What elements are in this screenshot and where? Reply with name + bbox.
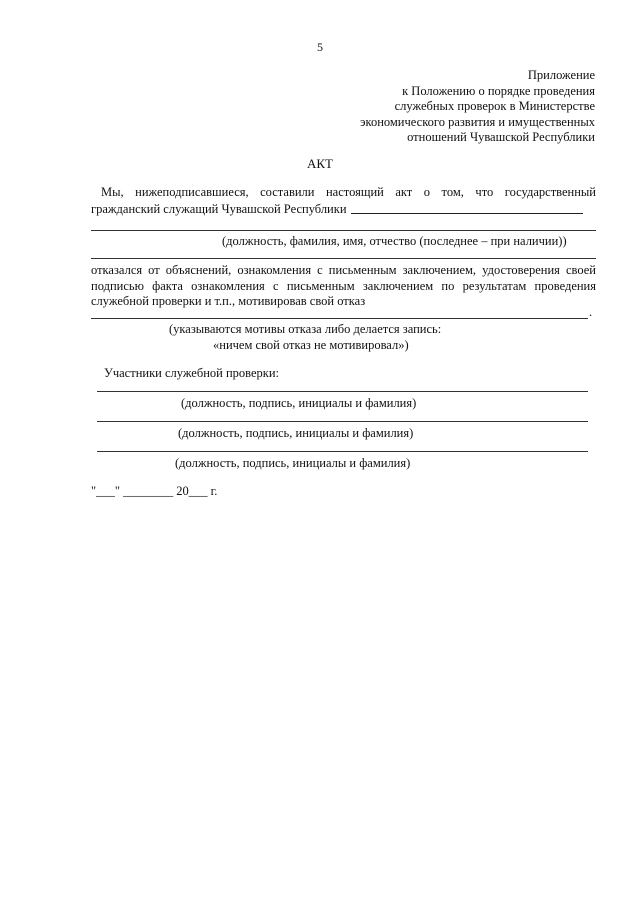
signature-caption: (должность, подпись, инициалы и фамилия) bbox=[175, 456, 411, 470]
intro-line-2-text: гражданский служащий Чувашской Республики bbox=[91, 201, 347, 216]
appendix-line: служебных проверок в Министерстве bbox=[394, 99, 595, 113]
motive-caption-line-2: «ничем свой отказ не мотивировал») bbox=[213, 338, 409, 352]
intro-line-1: Мы, нижеподписавшиеся, составили настоящий акт о том, что государственный bbox=[101, 185, 596, 199]
participants-label: Участники служебной проверки: bbox=[104, 366, 280, 380]
signature-caption: (должность, подпись, инициалы и фамилия) bbox=[181, 396, 417, 410]
refusal-line-1: отказался от объяснений, ознакомления с письменным заключением, удостоверения своей bbox=[91, 263, 596, 277]
refusal-paragraph bbox=[91, 263, 596, 310]
document-title: АКТ bbox=[307, 156, 333, 171]
official-caption: (должность, фамилия, имя, отчество (последнее – при наличии)) bbox=[222, 234, 567, 248]
appendix-line: к Положению о порядке проведения bbox=[402, 83, 595, 98]
line-end-mark: . bbox=[589, 305, 593, 319]
refusal-line-3: служебной проверки и т.п., мотивировав свой отказ bbox=[91, 294, 366, 308]
appendix-line: отношений Чувашской Республики bbox=[407, 130, 595, 144]
page-number: 5 bbox=[317, 40, 323, 54]
appendix-line: экономического развития и имущественных bbox=[360, 114, 595, 129]
date-line: "___" ________ 20___ г. bbox=[91, 484, 218, 498]
blank-line bbox=[91, 258, 596, 259]
signature-line bbox=[97, 391, 588, 392]
appendix-header bbox=[295, 68, 595, 146]
signature-line bbox=[97, 451, 588, 452]
signature-line bbox=[97, 421, 588, 422]
intro-line-2 bbox=[91, 201, 596, 218]
motive-caption-line-1: (указываются мотивы отказа либо делается запись: bbox=[169, 322, 442, 336]
intro-paragraph bbox=[91, 185, 596, 217]
blank-line bbox=[91, 318, 588, 319]
appendix-line: Приложение bbox=[527, 68, 595, 82]
refusal-line-2: подписью факта ознакомления с письменным заключением по результатам проведения bbox=[91, 278, 596, 293]
official-name-blank bbox=[351, 201, 583, 214]
blank-line bbox=[91, 230, 596, 231]
signature-caption: (должность, подпись, инициалы и фамилия) bbox=[178, 426, 414, 440]
